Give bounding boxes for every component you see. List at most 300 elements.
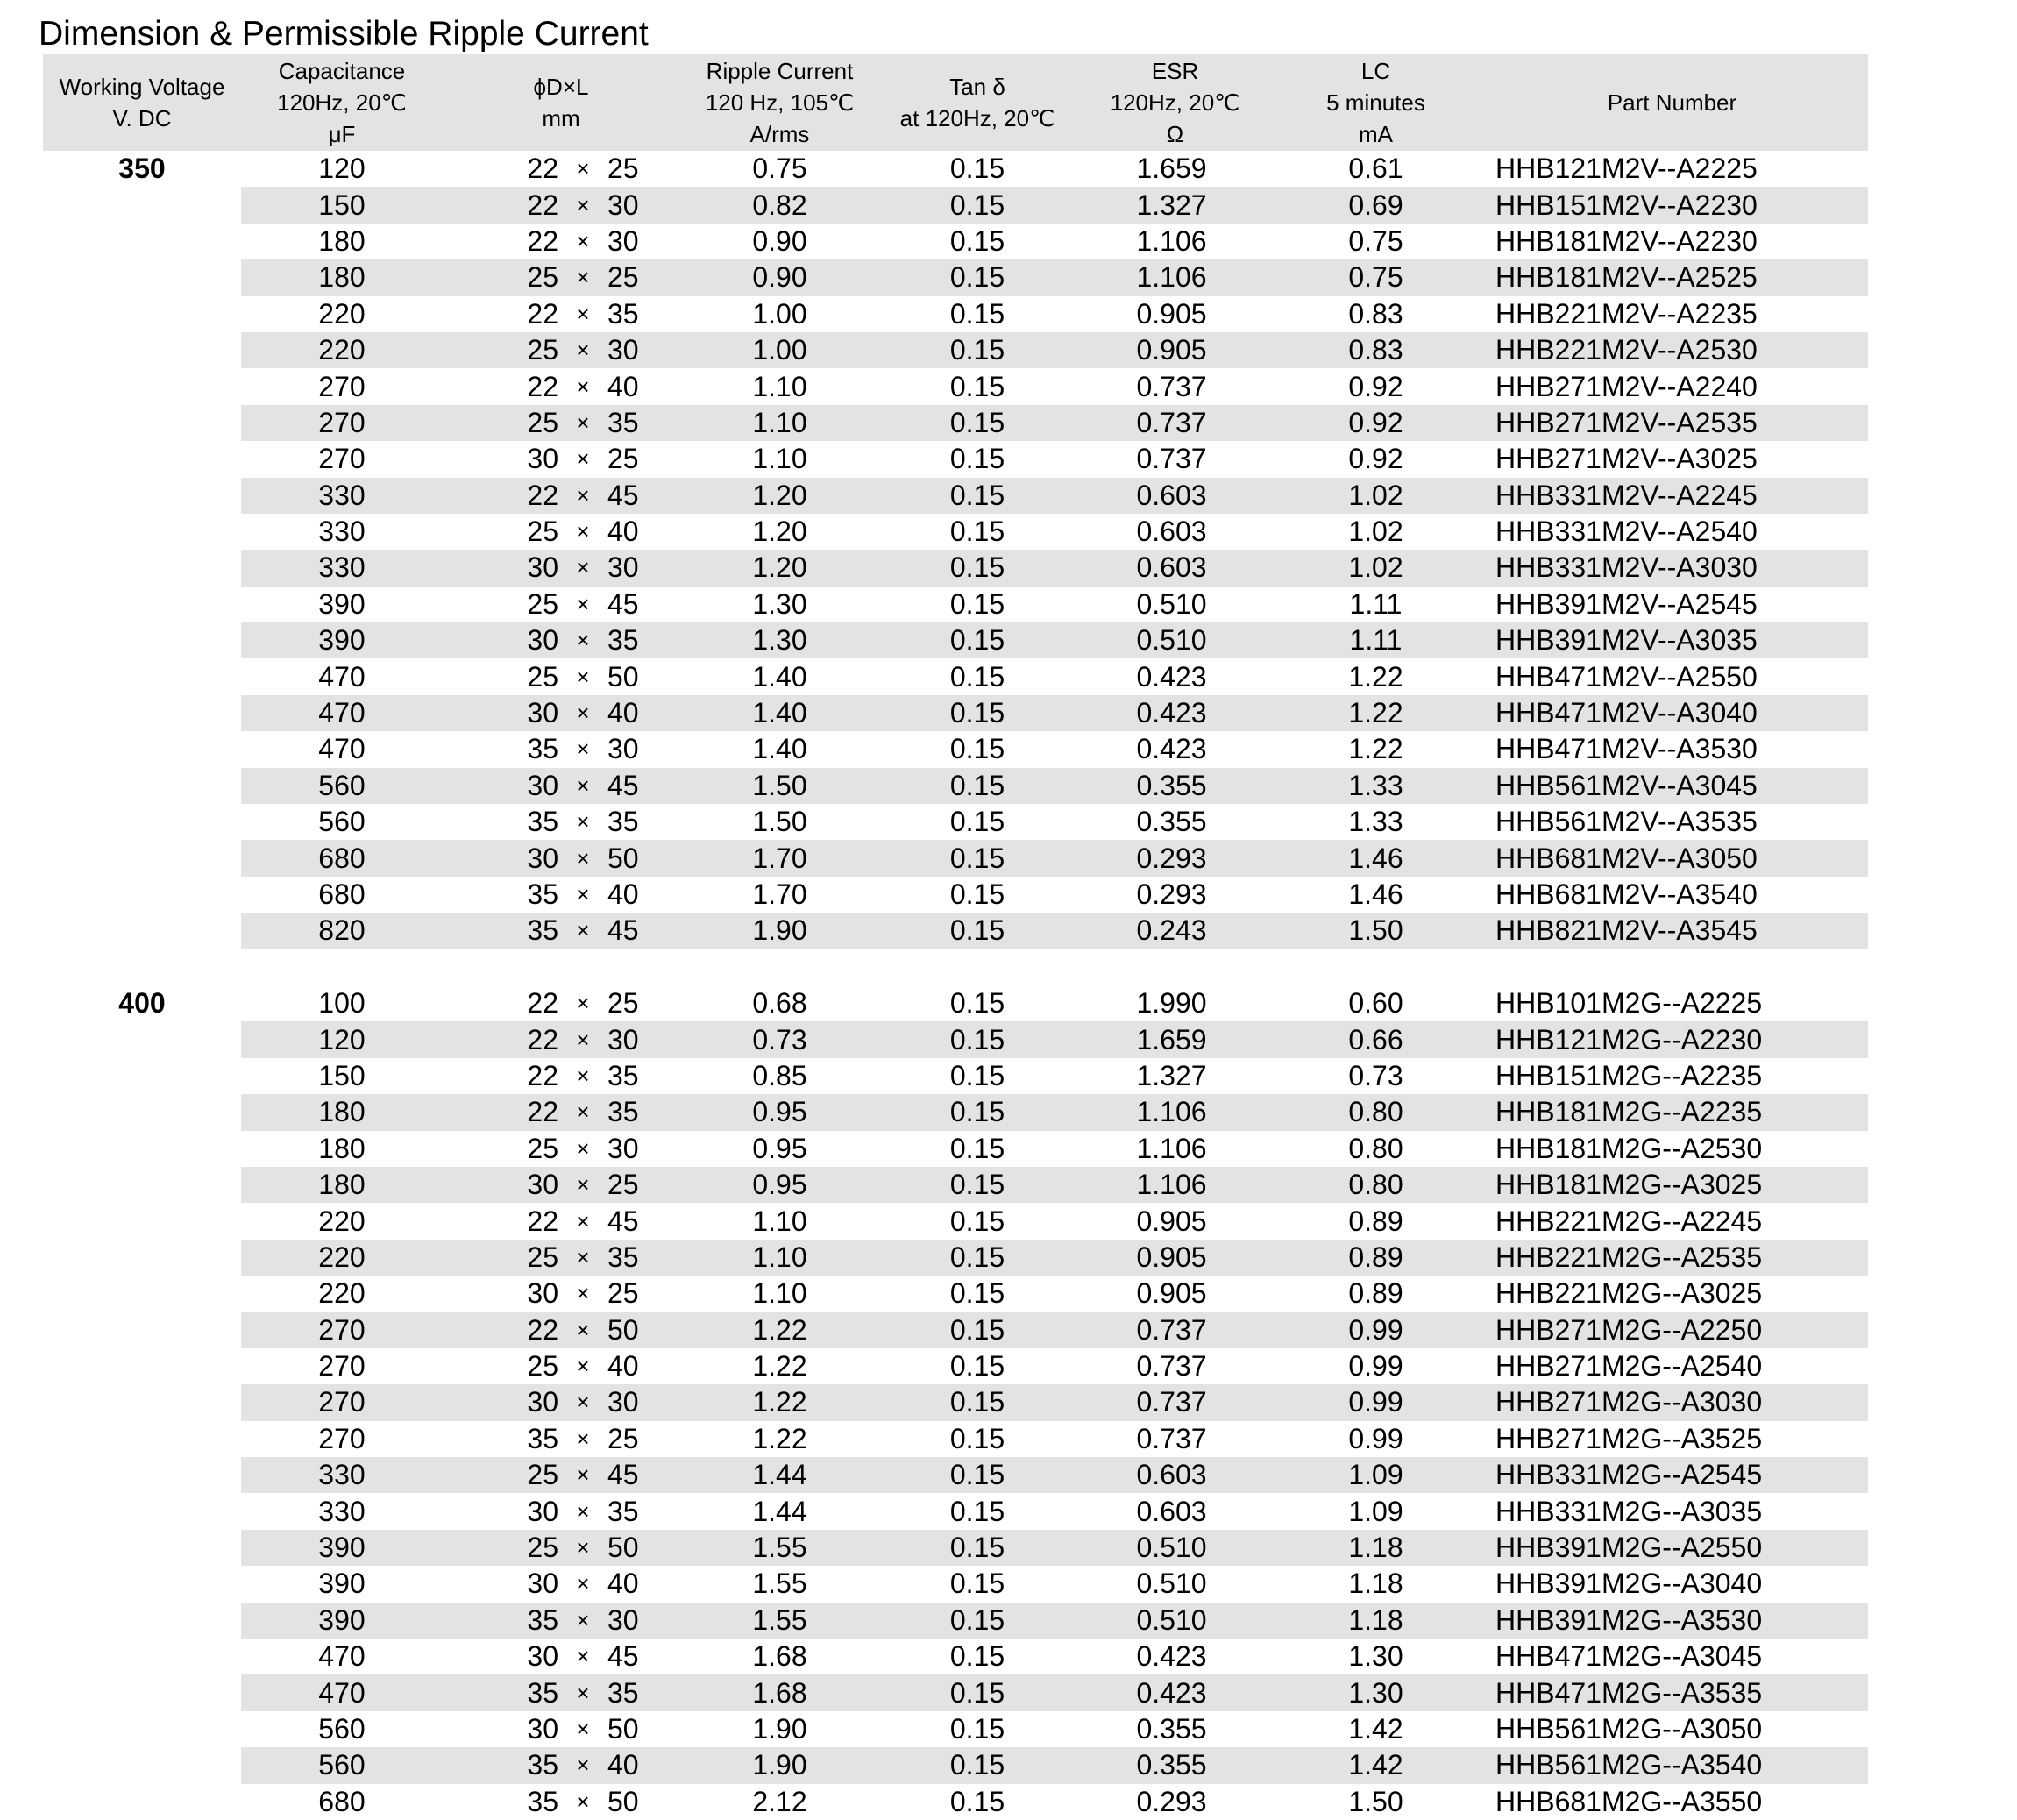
cell-esr: 0.737 xyxy=(1136,1350,1207,1383)
cell-working-voltage xyxy=(43,695,241,731)
cell-part-number: HHB331M2G--A3035 xyxy=(1495,1495,1763,1527)
table-row xyxy=(43,1312,1868,1348)
cell-times: × xyxy=(565,478,600,514)
cell-tan-delta: 0.15 xyxy=(949,806,1005,838)
cell-part-number: HHB331M2V--A3030 xyxy=(1476,550,1868,586)
cell-diameter: 30 xyxy=(443,1384,565,1420)
table-row xyxy=(43,1167,1868,1203)
cell-tan-delta: 0.15 xyxy=(880,1457,1075,1493)
cell-capacitance: 560 xyxy=(318,1712,366,1745)
cell-part-number: HHB181M2V--A2230 xyxy=(1495,224,1758,257)
cell-lc: 0.99 xyxy=(1348,1350,1403,1383)
cell-length: 30 xyxy=(600,1021,679,1057)
cell-length: 25 xyxy=(600,259,679,295)
cell-esr: 0.905 xyxy=(1136,1277,1207,1310)
table-row xyxy=(43,187,1868,223)
cell-part-number: HHB221M2G--A2245 xyxy=(1495,1205,1763,1237)
cell-ripple-current: 1.70 xyxy=(679,840,880,876)
cell-part-number: HHB391M2V--A3035 xyxy=(1476,622,1868,658)
cell-part-number: HHB821M2V--A3545 xyxy=(1476,913,1868,949)
cell-ripple-current: 1.40 xyxy=(752,733,807,765)
header-tan-delta: Tan δ at 120Hz, 20℃ xyxy=(880,54,1075,151)
cell-capacitance: 180 xyxy=(241,259,443,295)
cell-length: 50 xyxy=(600,1312,679,1348)
cell-diameter: 25 xyxy=(443,1457,565,1493)
cell-working-voltage xyxy=(43,1784,241,1820)
cell-working-voltage xyxy=(43,877,241,913)
cell-lc: 1.18 xyxy=(1275,1603,1476,1639)
cell-length: 30 xyxy=(600,1603,679,1639)
cell-capacitance: 270 xyxy=(318,1350,366,1383)
cell-working-voltage xyxy=(43,1240,241,1276)
cell-tan-delta: 0.15 xyxy=(949,660,1005,693)
cell-tan-delta: 0.15 xyxy=(949,224,1005,257)
cell-length: 35 xyxy=(607,297,639,330)
cell-lc: 0.83 xyxy=(1275,332,1476,368)
cell-part-number: HHB391M2G--A3040 xyxy=(1495,1568,1763,1600)
cell-diameter: 22 xyxy=(443,1312,565,1348)
cell-length: 25 xyxy=(607,443,639,475)
header-dimension: ϕD×L mm xyxy=(443,54,679,151)
cell-tan-delta: 0.15 xyxy=(880,405,1075,441)
cell-diameter: 30 xyxy=(443,840,565,876)
cell-capacitance: 180 xyxy=(241,1094,443,1130)
cell-times: × xyxy=(565,1021,600,1057)
group-spacer xyxy=(43,949,1868,985)
cell-lc: 0.61 xyxy=(1348,153,1403,185)
cell-times: × xyxy=(565,695,600,731)
cell-esr: 0.423 xyxy=(1075,695,1275,731)
cell-lc: 1.09 xyxy=(1348,1495,1403,1527)
cell-working-voltage xyxy=(43,1094,241,1130)
table-row xyxy=(43,405,1868,441)
cell-ripple-current: 0.82 xyxy=(679,187,880,223)
cell-lc: 0.99 xyxy=(1348,1422,1403,1454)
header-lc: LC 5 minutes mA xyxy=(1275,54,1476,151)
cell-esr: 1.106 xyxy=(1075,1094,1275,1130)
cell-ripple-current: 1.40 xyxy=(679,695,880,731)
cell-working-voltage xyxy=(43,622,241,658)
cell-capacitance: 120 xyxy=(241,1021,443,1057)
cell-length: 30 xyxy=(600,1384,679,1420)
cell-times: × xyxy=(576,1788,590,1815)
cell-ripple-current: 1.10 xyxy=(679,405,880,441)
cell-diameter: 35 xyxy=(443,913,565,949)
cell-ripple-current: 0.68 xyxy=(752,987,807,1020)
cell-tan-delta: 0.15 xyxy=(949,1350,1005,1383)
table-row xyxy=(43,332,1868,368)
cell-working-voltage xyxy=(43,1530,241,1566)
cell-lc: 0.89 xyxy=(1348,1277,1403,1310)
cell-capacitance: 270 xyxy=(241,405,443,441)
cell-part-number: HHB181M2G--A2235 xyxy=(1476,1094,1868,1130)
cell-diameter: 22 xyxy=(443,1094,565,1130)
cell-working-voltage xyxy=(43,731,241,767)
cell-length: 35 xyxy=(600,1240,679,1276)
cell-tan-delta: 0.15 xyxy=(880,478,1075,514)
cell-length: 25 xyxy=(607,153,639,185)
cell-lc: 1.50 xyxy=(1348,1785,1403,1817)
cell-times: × xyxy=(576,736,590,763)
table-row xyxy=(43,695,1868,731)
cell-esr: 0.510 xyxy=(1136,587,1207,620)
table-row xyxy=(43,1566,1868,1602)
cell-diameter: 30 xyxy=(443,1167,565,1203)
cell-ripple-current: 0.95 xyxy=(679,1167,880,1203)
cell-part-number: HHB681M2G--A3550 xyxy=(1495,1785,1763,1817)
cell-capacitance: 680 xyxy=(318,1785,366,1817)
cell-lc: 0.89 xyxy=(1275,1240,1476,1276)
cell-part-number: HHB561M2G--A3540 xyxy=(1476,1747,1868,1783)
table-row xyxy=(43,1457,1868,1493)
cell-length: 45 xyxy=(607,587,639,620)
cell-ripple-current: 0.95 xyxy=(752,1132,807,1164)
cell-esr: 0.737 xyxy=(1075,1312,1275,1348)
cell-esr: 0.355 xyxy=(1136,806,1207,838)
cell-capacitance: 270 xyxy=(318,443,366,475)
cell-esr: 0.737 xyxy=(1136,443,1207,475)
cell-part-number: HHB331M2G--A2545 xyxy=(1476,1457,1868,1493)
cell-ripple-current: 1.55 xyxy=(679,1530,880,1566)
cell-working-voltage xyxy=(43,1711,241,1747)
cell-working-voltage xyxy=(43,1674,241,1710)
cell-capacitance: 270 xyxy=(318,370,366,402)
table-row xyxy=(43,441,1868,477)
cell-tan-delta: 0.15 xyxy=(949,1277,1005,1310)
table-row xyxy=(43,1058,1868,1094)
cell-lc: 1.18 xyxy=(1275,1530,1476,1566)
cell-esr: 0.423 xyxy=(1075,1674,1275,1710)
cell-ripple-current: 1.70 xyxy=(752,878,807,910)
cell-esr: 0.423 xyxy=(1136,1640,1207,1673)
cell-length: 25 xyxy=(607,987,639,1020)
cell-times: × xyxy=(576,1280,590,1307)
cell-diameter: 35 xyxy=(443,1674,565,1710)
cell-length: 30 xyxy=(600,332,679,368)
cell-esr: 1.990 xyxy=(1136,987,1207,1020)
cell-lc: 0.80 xyxy=(1275,1094,1476,1130)
cell-ripple-current: 0.73 xyxy=(679,1021,880,1057)
cell-esr: 0.510 xyxy=(1136,1568,1207,1600)
cell-lc: 0.73 xyxy=(1348,1059,1403,1091)
cell-tan-delta: 0.15 xyxy=(949,1495,1005,1527)
cell-esr: 0.510 xyxy=(1075,622,1275,658)
cell-part-number: HHB331M2V--A2245 xyxy=(1476,478,1868,514)
cell-times: × xyxy=(576,590,590,617)
cell-working-voltage xyxy=(43,1058,241,1094)
cell-length: 25 xyxy=(607,1277,639,1310)
cell-diameter: 30 xyxy=(527,1568,558,1600)
cell-length: 35 xyxy=(600,1674,679,1710)
cell-part-number: HHB221M2G--A3025 xyxy=(1495,1277,1763,1310)
cell-ripple-current: 1.50 xyxy=(752,806,807,838)
cell-lc: 0.69 xyxy=(1275,187,1476,223)
cell-lc: 1.30 xyxy=(1275,1674,1476,1710)
cell-part-number: HHB271M2V--A2535 xyxy=(1476,405,1868,441)
table-row xyxy=(43,1384,1868,1420)
table-row xyxy=(43,1421,1868,1457)
cell-lc: 0.99 xyxy=(1275,1384,1476,1420)
cell-working-voltage xyxy=(43,1131,241,1167)
cell-tan-delta: 0.15 xyxy=(949,1568,1005,1600)
cell-ripple-current: 1.40 xyxy=(752,660,807,693)
cell-tan-delta: 0.15 xyxy=(949,987,1005,1020)
cell-capacitance: 270 xyxy=(318,1422,366,1454)
cell-capacitance: 330 xyxy=(241,550,443,586)
cell-diameter: 35 xyxy=(443,1603,565,1639)
cell-times: × xyxy=(565,1384,600,1420)
cell-capacitance: 470 xyxy=(241,1674,443,1710)
cell-part-number: HHB471M2V--A3530 xyxy=(1495,733,1758,765)
cell-ripple-current: 1.44 xyxy=(752,1495,807,1527)
cell-esr: 0.293 xyxy=(1075,840,1275,876)
cell-tan-delta: 0.15 xyxy=(949,1712,1005,1745)
cell-part-number: HHB561M2G--A3050 xyxy=(1495,1712,1763,1745)
cell-diameter: 22 xyxy=(443,187,565,223)
cell-lc: 0.83 xyxy=(1348,297,1403,330)
cell-times: × xyxy=(576,518,590,545)
cell-lc: 1.30 xyxy=(1348,1640,1403,1673)
cell-length: 35 xyxy=(600,405,679,441)
table-row xyxy=(43,731,1868,767)
cell-working-voltage xyxy=(43,1312,241,1348)
cell-esr: 0.737 xyxy=(1075,405,1275,441)
cell-diameter: 25 xyxy=(527,587,558,620)
cell-part-number: HHB271M2G--A3525 xyxy=(1495,1422,1763,1454)
cell-tan-delta: 0.15 xyxy=(949,1640,1005,1673)
cell-tan-delta: 0.15 xyxy=(949,443,1005,475)
cell-capacitance: 180 xyxy=(318,1132,366,1164)
cell-tan-delta: 0.15 xyxy=(880,840,1075,876)
cell-ripple-current: 2.12 xyxy=(752,1785,807,1817)
table-row xyxy=(43,1784,1868,1820)
cell-capacitance: 330 xyxy=(241,1457,443,1493)
table-row xyxy=(43,259,1868,295)
cell-times: × xyxy=(576,1643,590,1670)
cell-lc: 1.46 xyxy=(1275,840,1476,876)
table-row xyxy=(43,1603,1868,1639)
cell-working-voltage xyxy=(43,514,241,550)
cell-capacitance: 270 xyxy=(241,1312,443,1348)
cell-capacitance: 220 xyxy=(318,1277,366,1310)
cell-times: × xyxy=(565,1530,600,1566)
cell-esr: 0.737 xyxy=(1136,370,1207,402)
cell-ripple-current: 0.75 xyxy=(752,153,807,185)
cell-tan-delta: 0.15 xyxy=(880,259,1075,295)
cell-working-voltage xyxy=(43,1167,241,1203)
cell-part-number: HHB271M2G--A2250 xyxy=(1476,1312,1868,1348)
cell-times: × xyxy=(576,1715,590,1742)
table-row xyxy=(43,1348,1868,1384)
table-row xyxy=(43,1674,1868,1710)
cell-diameter: 35 xyxy=(527,806,558,838)
cell-lc: 1.02 xyxy=(1275,550,1476,586)
cell-tan-delta: 0.15 xyxy=(880,695,1075,731)
cell-tan-delta: 0.15 xyxy=(949,297,1005,330)
cell-length: 45 xyxy=(607,1205,639,1237)
cell-esr: 0.905 xyxy=(1075,1240,1275,1276)
cell-capacitance: 120 xyxy=(318,153,366,185)
cell-working-voltage xyxy=(43,840,241,876)
cell-tan-delta: 0.15 xyxy=(880,1530,1075,1566)
cell-working-voltage xyxy=(43,1566,241,1602)
cell-diameter: 25 xyxy=(527,515,558,548)
cell-esr: 0.737 xyxy=(1136,1422,1207,1454)
cell-length: 35 xyxy=(607,1495,639,1527)
cell-times: × xyxy=(576,808,590,835)
cell-diameter: 22 xyxy=(527,297,558,330)
cell-ripple-current: 1.10 xyxy=(679,1240,880,1276)
cell-part-number: HHB101M2G--A2225 xyxy=(1495,987,1763,1020)
cell-working-voltage xyxy=(43,1639,241,1674)
cell-working-voltage: 400 xyxy=(118,987,166,1020)
cell-capacitance: 560 xyxy=(241,768,443,804)
cell-capacitance: 100 xyxy=(318,987,366,1020)
table-row xyxy=(43,478,1868,514)
cell-ripple-current: 1.90 xyxy=(752,1712,807,1745)
cell-times: × xyxy=(565,1603,600,1639)
table-row xyxy=(43,587,1868,622)
cell-capacitance: 560 xyxy=(318,806,366,838)
cell-working-voltage xyxy=(43,1384,241,1420)
cell-part-number: HHB271M2V--A3025 xyxy=(1495,443,1758,475)
cell-ripple-current: 1.22 xyxy=(679,1312,880,1348)
header-esr: ESR 120Hz, 20℃ Ω xyxy=(1075,54,1275,151)
cell-part-number: HHB391M2G--A3530 xyxy=(1476,1603,1868,1639)
cell-esr: 1.659 xyxy=(1136,153,1207,185)
cell-times: × xyxy=(576,300,590,327)
cell-working-voltage xyxy=(43,913,241,949)
cell-length: 45 xyxy=(600,1457,679,1493)
cell-capacitance: 390 xyxy=(241,1603,443,1639)
cell-working-voltage xyxy=(43,1493,241,1529)
cell-length: 50 xyxy=(600,1530,679,1566)
cell-working-voltage xyxy=(43,187,241,223)
cell-diameter: 22 xyxy=(527,224,558,257)
cell-lc: 0.66 xyxy=(1275,1021,1476,1057)
cell-diameter: 25 xyxy=(527,660,558,693)
cell-working-voltage xyxy=(43,658,241,694)
cell-part-number: HHB471M2G--A3535 xyxy=(1476,1674,1868,1710)
cell-lc: 1.22 xyxy=(1348,733,1403,765)
cell-capacitance: 390 xyxy=(241,1530,443,1566)
cell-times: × xyxy=(565,1747,600,1783)
cell-ripple-current: 1.20 xyxy=(679,478,880,514)
cell-tan-delta: 0.15 xyxy=(880,1167,1075,1203)
table-header-row xyxy=(43,54,1868,151)
table-row xyxy=(43,1021,1868,1057)
cell-part-number: HHB561M2V--A3535 xyxy=(1495,806,1758,838)
cell-working-voltage xyxy=(43,332,241,368)
cell-length: 40 xyxy=(607,370,639,402)
table-row xyxy=(43,1240,1868,1276)
cell-working-voltage xyxy=(43,441,241,477)
cell-part-number: HHB181M2G--A2530 xyxy=(1495,1132,1763,1164)
cell-diameter: 22 xyxy=(443,478,565,514)
cell-working-voltage xyxy=(43,259,241,295)
cell-ripple-current: 1.22 xyxy=(752,1350,807,1383)
cell-times: × xyxy=(565,1312,600,1348)
cell-length: 35 xyxy=(600,622,679,658)
cell-lc: 1.22 xyxy=(1275,695,1476,731)
cell-times: × xyxy=(565,332,600,368)
cell-tan-delta: 0.15 xyxy=(880,1240,1075,1276)
cell-esr: 0.905 xyxy=(1136,297,1207,330)
cell-part-number: HHB271M2G--A2540 xyxy=(1495,1350,1763,1383)
cell-diameter: 25 xyxy=(443,1530,565,1566)
cell-tan-delta: 0.15 xyxy=(880,1603,1075,1639)
cell-lc: 0.99 xyxy=(1275,1312,1476,1348)
cell-working-voltage xyxy=(43,1021,241,1057)
cell-capacitance: 220 xyxy=(318,1205,366,1237)
cell-times: × xyxy=(576,227,590,254)
cell-diameter: 22 xyxy=(527,1059,558,1091)
cell-part-number: HHB181M2G--A3025 xyxy=(1476,1167,1868,1203)
cell-lc: 1.11 xyxy=(1275,622,1476,658)
cell-times: × xyxy=(565,259,600,295)
cell-diameter: 35 xyxy=(527,733,558,765)
cell-lc: 1.33 xyxy=(1348,806,1403,838)
cell-tan-delta: 0.15 xyxy=(949,1059,1005,1091)
cell-lc: 1.22 xyxy=(1348,660,1403,693)
cell-ripple-current: 1.22 xyxy=(752,1422,807,1454)
cell-ripple-current: 1.55 xyxy=(752,1568,807,1600)
cell-working-voltage xyxy=(43,368,241,404)
cell-esr: 0.603 xyxy=(1075,550,1275,586)
cell-lc: 1.09 xyxy=(1275,1457,1476,1493)
cell-part-number: HHB221M2V--A2235 xyxy=(1495,297,1758,330)
cell-length: 40 xyxy=(600,1747,679,1783)
cell-working-voltage xyxy=(43,224,241,259)
cell-part-number: HHB391M2G--A2550 xyxy=(1476,1530,1868,1566)
cell-esr: 1.327 xyxy=(1136,1059,1207,1091)
cell-tan-delta: 0.15 xyxy=(880,622,1075,658)
cell-lc: 0.80 xyxy=(1275,1167,1476,1203)
cell-esr: 1.106 xyxy=(1136,1132,1207,1164)
cell-esr: 0.510 xyxy=(1075,1603,1275,1639)
cell-lc: 1.02 xyxy=(1275,478,1476,514)
table-row xyxy=(43,550,1868,586)
cell-diameter: 30 xyxy=(443,768,565,804)
cell-times: × xyxy=(576,990,590,1017)
cell-ripple-current: 1.10 xyxy=(752,370,807,402)
cell-tan-delta: 0.15 xyxy=(880,187,1075,223)
cell-length: 30 xyxy=(600,550,679,586)
cell-length: 40 xyxy=(607,1568,639,1600)
cell-working-voltage xyxy=(43,296,241,332)
cell-lc: 0.75 xyxy=(1275,259,1476,295)
cell-lc: 1.46 xyxy=(1348,878,1403,910)
cell-lc: 0.75 xyxy=(1348,224,1403,257)
cell-diameter: 22 xyxy=(527,370,558,402)
cell-tan-delta: 0.15 xyxy=(949,515,1005,548)
cell-ripple-current: 1.10 xyxy=(752,1277,807,1310)
cell-working-voltage xyxy=(43,1747,241,1783)
cell-esr: 0.293 xyxy=(1136,878,1207,910)
table-row xyxy=(43,1493,1868,1529)
cell-length: 45 xyxy=(600,478,679,514)
cell-times: × xyxy=(565,840,600,876)
cell-times: × xyxy=(565,913,600,949)
cell-times: × xyxy=(565,1457,600,1493)
cell-ripple-current: 0.85 xyxy=(752,1059,807,1091)
cell-diameter: 30 xyxy=(527,1712,558,1745)
cell-times: × xyxy=(576,881,590,907)
cell-times: × xyxy=(565,1094,600,1130)
cell-times: × xyxy=(576,155,590,182)
cell-times: × xyxy=(576,1134,590,1162)
cell-working-voltage xyxy=(43,478,241,514)
